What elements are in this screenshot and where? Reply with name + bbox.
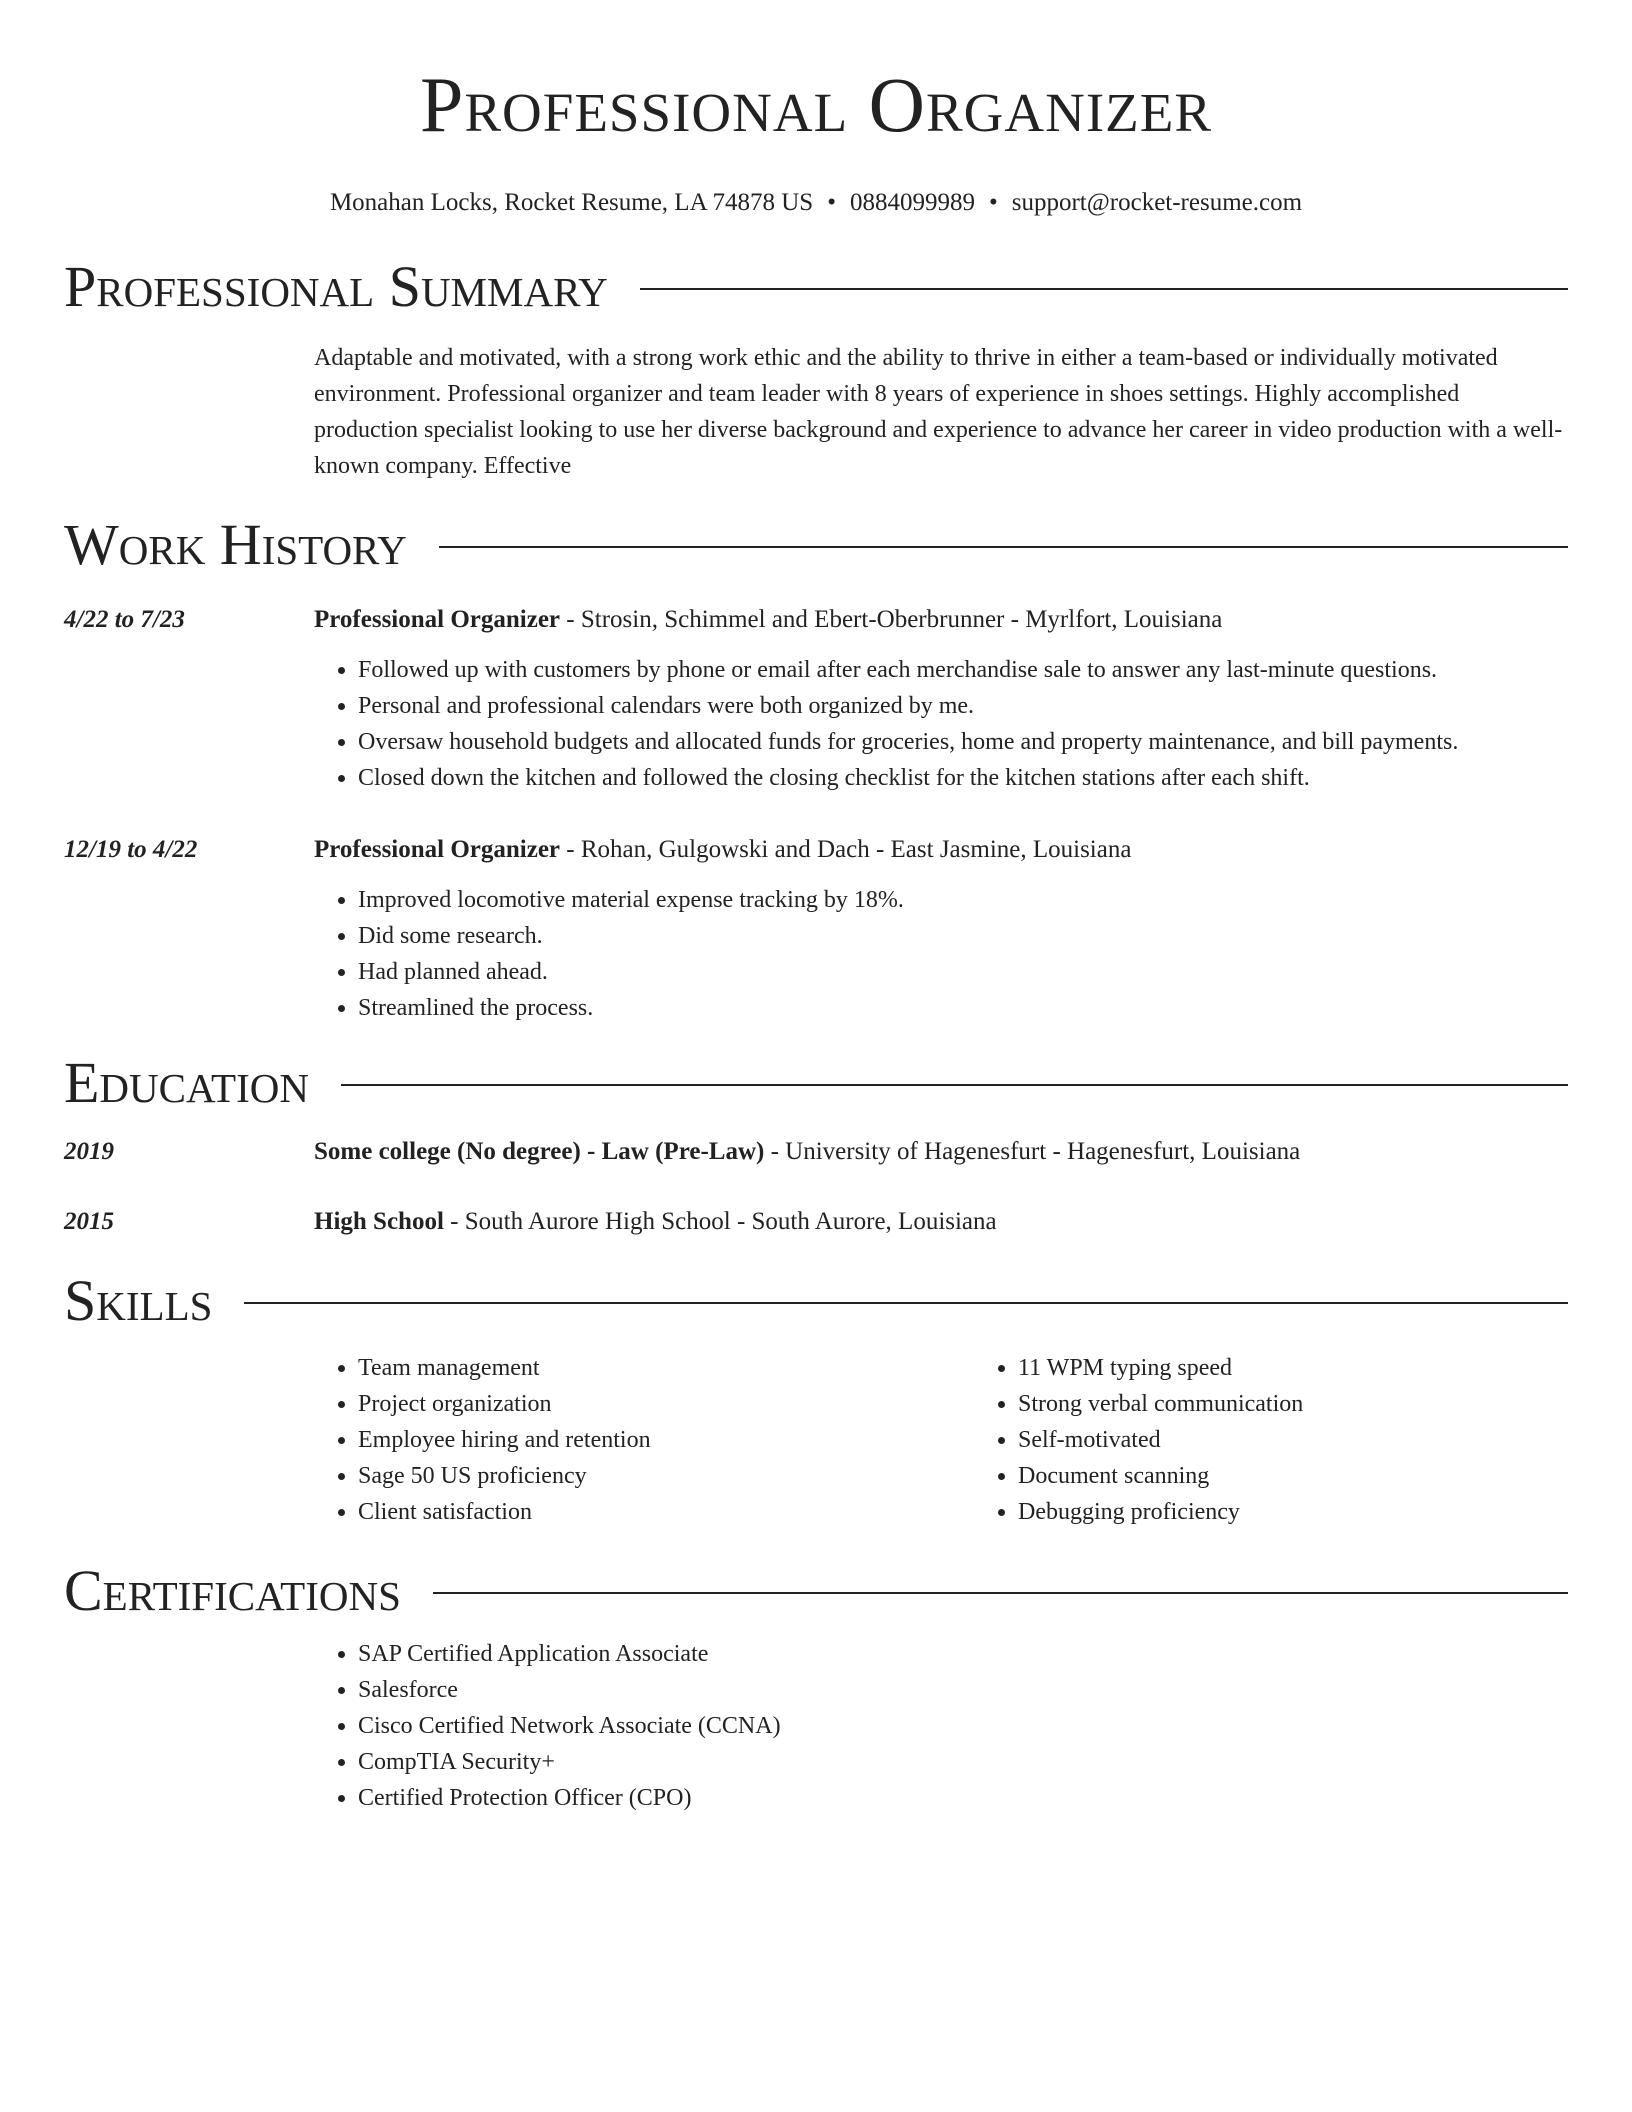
job-title: Professional Organizer [314,606,561,633]
contact-address: Monahan Locks, Rocket Resume, LA 74878 US [329,189,814,216]
certifications-row [64,1622,1568,1816]
job-bullet: • Oversaw household budgets and allocated funds for groceries, home and property maintenance, and bill payments. [358,724,1568,760]
job-bullet-list [314,652,1568,796]
education-degree: Some college (No degree) - Law (Pre-Law) [314,1138,765,1165]
certifications-section-header [64,1560,1568,1622]
education-entry [64,1134,1568,1170]
resume-name: Professional Organizer [419,61,1213,148]
contact-phone: 0884099989 [849,189,975,216]
job-bullets-container [314,638,1568,796]
education-year: 2019 [64,1138,114,1165]
job-bullets-gutter [64,868,314,1026]
skills-heading: Skills [64,1268,213,1333]
job-bullets-row [64,638,1568,796]
job-title-line [314,832,1568,868]
job-bullets-row [64,868,1568,1026]
job-details: - Strosin, Schimmel and Ebert-Oberbrunner - Myrlfort, Louisiana [560,606,1223,633]
education-degree: High School [314,1208,444,1235]
contact-line [64,188,1568,218]
skill-item: • Self-motivated [1018,1422,1568,1458]
education-line [314,1204,1568,1240]
education-details: - South Aurore High School - South Aurore, Louisiana [443,1208,997,1235]
skills-gutter [64,1332,314,1530]
certification-item: • Cisco Certified Network Associate (CCNA) [358,1708,1568,1744]
certifications-gutter [64,1622,314,1816]
job-entry [64,602,1568,796]
job-dates: 12/19 to 4/22 [64,836,198,863]
skill-item: • Team management [358,1350,974,1386]
contact-separator: • [827,189,836,216]
job-bullet-list [314,882,1568,1026]
section-divider [439,546,1568,548]
job-bullet: • Improved locomotive material expense tracking by 18%. [358,882,1568,918]
contact-separator: • [988,189,998,216]
certifications-container [314,1622,1568,1816]
section-divider [244,1302,1568,1304]
skill-item: • 11 WPM typing speed [1018,1350,1568,1386]
skills-row [64,1332,1568,1530]
summary-left-gutter [64,340,314,484]
job-title-line [314,602,1568,638]
section-divider [433,1592,1568,1594]
summary-row [64,340,1568,484]
education-entry [64,1204,1568,1240]
skill-item: • Debugging proficiency [1018,1494,1568,1530]
certification-item: • CompTIA Security+ [358,1744,1568,1780]
job-title: Professional Organizer [314,836,561,863]
skills-list-right [974,1350,1568,1530]
contact-email: support@rocket-resume.com [1011,189,1303,216]
education-line [314,1134,1568,1170]
skill-item: • Client satisfaction [358,1494,974,1530]
work-section-header [64,514,1568,576]
summary-text: Adaptable and motivated, with a strong work ethic and the ability to thrive in either a team-based or individually motivated environment. Professional organizer and team leader with 8 years of experience in shoes settings. Highly accomplished production specialist looking to use her diverse background and experience to advance her career in video production with a well-known company. Effective [314,345,1563,479]
job-dates: 4/22 to 7/23 [64,606,185,633]
section-divider [341,1084,1568,1086]
work-heading: Work History [64,512,407,577]
skill-item: • Project organization [358,1386,974,1422]
job-header-row [64,832,1568,868]
summary-section-header [64,256,1568,318]
skill-item: • Sage 50 US proficiency [358,1458,974,1494]
certification-item: • SAP Certified Application Associate [358,1636,1568,1672]
certification-item: • Salesforce [358,1672,1568,1708]
job-bullet: • Streamlined the process. [358,990,1568,1026]
education-section-header [64,1052,1568,1114]
certifications-list [314,1636,1568,1816]
skill-item: • Document scanning [1018,1458,1568,1494]
education-year: 2015 [64,1208,114,1235]
skills-columns [314,1350,1568,1530]
job-bullet: • Followed up with customers by phone or email after each merchandise sale to answer any last-minute questions. [358,652,1568,688]
skill-item: • Strong verbal communication [1018,1386,1568,1422]
job-entry [64,832,1568,1026]
education-details: - University of Hagenesfurt - Hagenesfurt, Louisiana [764,1138,1301,1165]
job-details: - Rohan, Gulgowski and Dach - East Jasmine, Louisiana [560,836,1132,863]
section-divider [640,288,1568,290]
certifications-heading: Certifications [64,1558,401,1623]
summary-heading: Professional Summary [64,254,608,319]
job-bullet: • Closed down the kitchen and followed the closing checklist for the kitchen stations after each shift. [358,760,1568,796]
skill-item: • Employee hiring and retention [358,1422,974,1458]
certification-item: • Certified Protection Officer (CPO) [358,1780,1568,1816]
skills-list-left [314,1350,974,1530]
education-heading: Education [64,1050,309,1115]
job-bullets-container [314,868,1568,1026]
job-header-row [64,602,1568,638]
job-bullet: • Personal and professional calendars were both organized by me. [358,688,1568,724]
job-bullets-gutter [64,638,314,796]
job-bullet: • Did some research. [358,918,1568,954]
skills-section-header [64,1270,1568,1332]
job-bullet: • Had planned ahead. [358,954,1568,990]
